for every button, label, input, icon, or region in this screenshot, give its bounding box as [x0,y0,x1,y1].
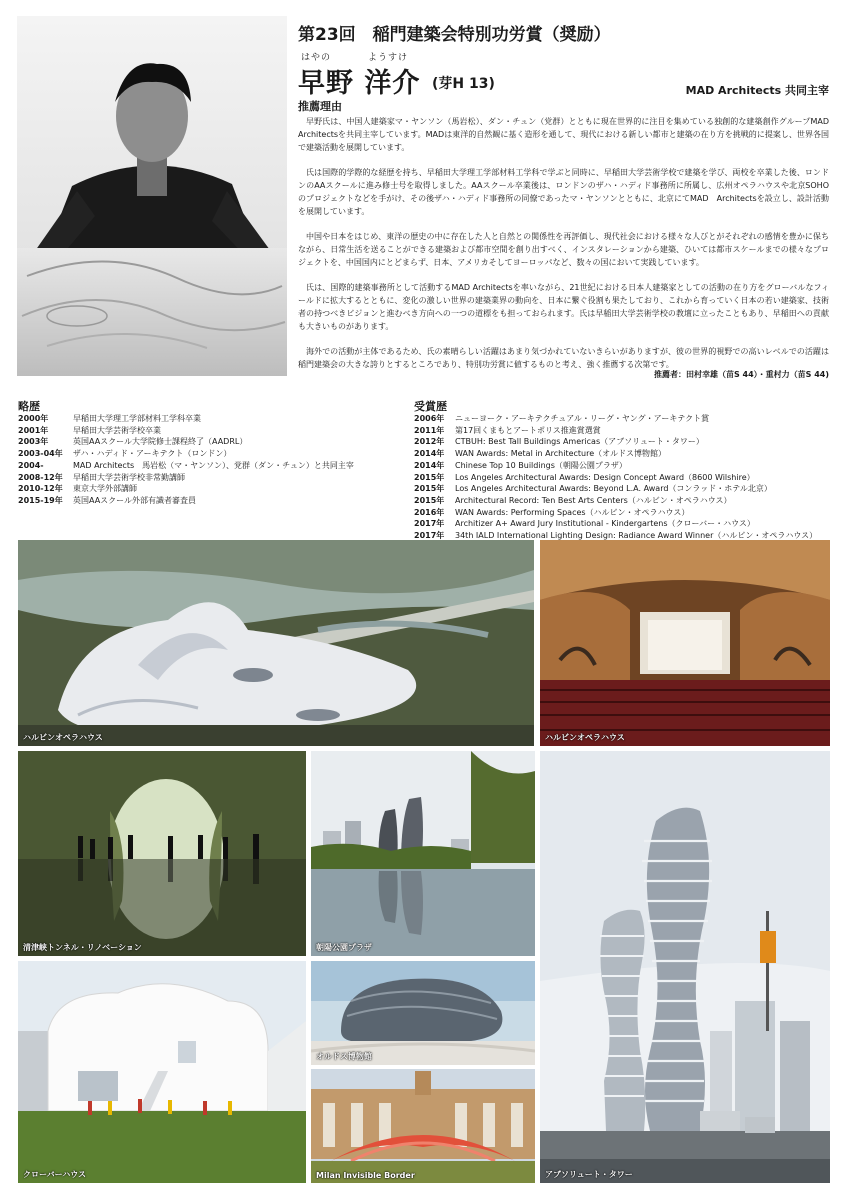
entry-text: 34th IALD International Lighting Design: Radiance Award Winner（ハルビン・オペラハウス） [455,531,818,541]
photo-caption: ハルビンオペラハウス [545,733,625,742]
clover-house-image [18,961,306,1183]
recommendation-text [298,115,829,383]
photo-milan-invisible-border [311,1069,535,1183]
year: 2011年 [414,425,445,435]
awards-list [414,413,817,542]
year: 2014年 [414,449,445,459]
ordos-museum-image [311,961,535,1065]
year: 2000年 [18,414,49,423]
year: 2003-04年 [18,449,63,459]
paragraph: 海外での活動が主体であるため、氏の素晴らしい活躍はあまり気づかれていないきらいがありますが、彼の世界的視野での高いレベルでの活躍は稲門建築会の大きな誇りとするところであり、特別功労賞に値するものと考え、強く推薦する次第です。 [298,347,829,369]
photo-harbin-opera-interior [540,540,830,746]
biography-list [18,413,354,507]
list-item [414,483,817,495]
year: 2008-12年 [18,472,63,482]
entry-text: WAN Awards: Metal in Architecture（オルドス博物館） [455,449,667,459]
year: 2015年 [414,495,445,505]
tunnel-image [18,751,306,956]
year: 2015年 [414,472,445,482]
list-item [414,495,817,507]
list-item [18,436,354,448]
awardee-class: (芽H 13) [432,76,495,92]
award-title: 第23回 稲門建築会特別功労賞（奨励） [298,25,611,45]
year: 2016年 [414,507,445,517]
entry-text: ニューヨーク・アーキテクチュアル・リーグ・ヤング・アーキテクト賞 [455,414,710,423]
list-item [414,448,817,460]
list-item [414,472,817,484]
paragraph: 氏は、国際的建築事務所として活動するMAD Architectsを率いながら、21世紀における日本人建築家としての活動の在り方をグローバルなフィールドに拡大するとともに、変化の激しい世界の建築業界の動向を、日本に繋ぐ役割も果たしており、これから育っていく日本の若い建築家、技術者の持つべきビジョンと進むべき方向への一つの道標をも担っておられます。氏は早稲田大学芸術学校の教壇に立ったこともあり、早稲田への貢献も大きいものがあります。 [298,283,829,331]
list-item [18,483,354,495]
list-item [414,460,817,472]
photo-caption: 清津峡トンネル・リノベーション [23,943,142,952]
entry-text: Los Angeles Architectural Awards: Beyond L.A. Award（コンラッド・ホテル北京） [455,484,772,494]
name-ruby-family: はやの [301,53,332,63]
list-item [18,460,354,472]
year: 2017年 [414,519,445,529]
entry-text: Architizer A+ Award Jury Institutional - Kindergartens（クローバー・ハウス） [455,519,755,529]
entry-text: Architectural Record: Ten Best Arts Centers（ハルビン・オペラハウス） [455,495,732,505]
entry-text: 早稲田大学芸術学校卒業 [73,425,161,435]
name-ruby-given: ようすけ [368,53,409,63]
list-item [18,472,354,484]
photo-caption: クローバーハウス [23,1170,86,1179]
list-item [414,507,817,519]
list-item [414,518,817,530]
photo-chaoyang-park-plaza [311,751,535,956]
biography-heading: 略歴 [18,400,40,413]
year: 2017年 [414,531,445,541]
list-item [414,425,817,437]
harbin-aerial-image [18,540,534,746]
list-item [18,495,354,507]
entry-text: 東京大学外部講師 [73,484,137,494]
paragraph: 中国や日本をはじめ、東洋の歴史の中に存在した人と自然との関係性を再評価し、現代社会における様々な人びとがそれぞれの感情を豊かに保ちながら、日常生活を送ることができる建築および都市空間を創り出すべく、インスタレーションから建築、ひいては都市スケールまでの様々なプロジェクトを、中国国内にとどまらず、日本、アメリカそしてヨーロッパなど、数々の国において実践しています。 [298,232,829,267]
entry-text: 英国AAスクール大学院修士課程終了（AADRL） [73,437,248,447]
awardee-firm: MAD Architects 共同主宰 [685,84,829,97]
list-item [414,413,817,425]
awardee-name: 早野 洋介 [298,68,421,99]
entry-text: 早稲田大学芸術学校非常勤講師 [73,472,185,482]
chaoyang-image [311,751,535,956]
photo-absolute-towers [540,751,830,1183]
year: 2014年 [414,460,445,470]
portrait-image [17,16,287,376]
absolute-towers-image [540,751,830,1183]
list-item [18,425,354,437]
awards-heading: 受賞歴 [414,400,447,413]
entry-text: 早稲田大学理工学部材料工学科卒業 [73,414,201,423]
photo-caption: ハルビンオペラハウス [23,733,103,742]
milan-image [311,1069,535,1183]
harbin-interior-image [540,540,830,746]
paragraph: 早野氏は、中国人建築家マ・ヤンソン（馬岩松）、ダン・チュン（党群）とともに現在世界的に注目を集めている独創的な建築創作グループMAD Architectsを共同主宰しています。MADは東洋的自然観に基く造形を通して、現代における新しい都市と建築の在り方を挑戦的に提案し、世界各国で建築活動を展開しています。 [298,117,829,152]
year: 2015年 [414,484,445,494]
entry-text: MAD Architects 馬岩松（マ・ヤンソン）、党群（ダン・チュン）と共同主宰 [73,460,354,470]
year: 2015-19年 [18,495,63,505]
photo-caption: Milan Invisible Border [316,1171,415,1180]
entry-text: 第17回くまもとアートポリス推進賞選賞 [455,425,601,435]
recommender-line: 推薦者：田村幸雄（苗S 44）・重村力（苗S 44) [653,370,829,379]
photo-tunnel [18,751,306,956]
photo-clover-house [18,961,306,1183]
entry-text: CTBUH: Best Tall Buildings Americas（アブソリュート・タワー） [455,437,704,447]
year: 2012年 [414,437,445,447]
entry-text: 英国AAスクール外部有識者審査員 [73,495,197,505]
architect-portrait [17,16,287,376]
year: 2001年 [18,425,49,435]
entry-text: WAN Awards: Performing Spaces（ハルビン・オペラハウス） [455,507,690,517]
photo-harbin-opera-aerial [18,540,534,746]
reason-heading: 推薦理由 [298,100,342,113]
list-item [18,448,354,460]
list-item [18,413,354,425]
year: 2006年 [414,414,445,423]
year: 2004- [18,460,44,470]
year: 2003年 [18,437,49,447]
photo-ordos-museum [311,961,535,1065]
paragraph: 氏は国際的学際的な経歴を持ち、早稲田大学理工学部材料工学科で学ぶと同時に、早稲田大学芸術学校で建築を学び、両校を卒業した後、ロンドンのAAスクールに進み修士号を取得しました。AAスクール卒業後は、ロンドンのザハ・ハディド事務所に所属し、広州オペラハウスや北京SOHOのプロジェクトなどを手がけ、その後ザハ・ハディド事務所の同僚であったマ・ヤンソンとともに、北京にてMAD Architectsを設立し、設計活動を展開しています。 [298,168,829,216]
year: 2010-12年 [18,484,63,494]
list-item [414,436,817,448]
photo-caption: アブソリュート・タワー [545,1170,633,1179]
entry-text: Chinese Top 10 Buildings（朝陽公園プラザ） [455,460,627,470]
photo-caption: 朝陽公園プラザ [316,943,372,952]
photo-caption: オルドス博物館 [316,1052,372,1061]
entry-text: Los Angeles Architectural Awards: Design Concept Award（8600 Wilshire） [455,472,755,482]
entry-text: ザハ・ハディド・アーキテクト（ロンドン） [73,449,232,459]
